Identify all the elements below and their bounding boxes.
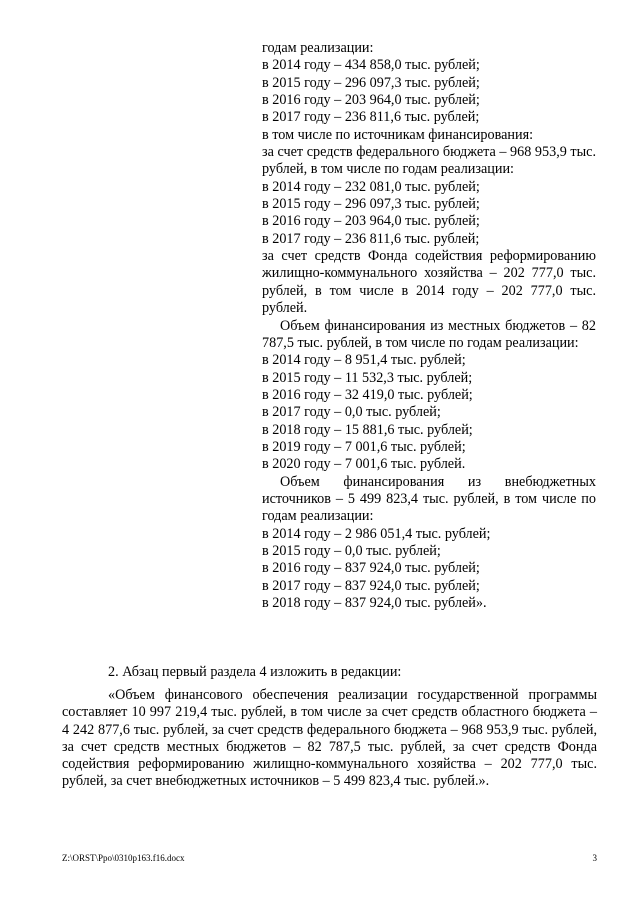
amendment-quote: «Объем финансового обеспечения реализации государственной программы составляет 10 997 219,4 тыс. рублей, в том числе за счет средств областного бюджета – 4 242 877,6 тыс. рублей, за счет средств федерального бюджета – 968 953,9 тыс. рублей, за счет средств местных бюджетов – 82 787,5 тыс. рублей, за счет средств Фонда содействия реформированию жилищно-коммунального хозяйства – 202 777,0 тыс. рублей, за счет внебюджетных источников – 5 499 823,4 тыс. рублей.». bbox=[62, 687, 597, 790]
extrabudgetary-year-line: в 2017 году – 837 924,0 тыс. рублей; bbox=[262, 577, 480, 594]
extrabudgetary-year-line: в 2018 году – 837 924,0 тыс. рублей». bbox=[262, 595, 487, 611]
local-year-line: в 2020 году – 7 001,6 тыс. рублей. bbox=[262, 456, 466, 473]
extrabudgetary-year-line: в 2015 году – 0,0 тыс. рублей; bbox=[262, 542, 441, 559]
local-year-line: в 2017 году – 0,0 тыс. рублей; bbox=[262, 404, 441, 421]
column-line: в том числе по источникам финансирования: bbox=[262, 126, 534, 143]
federal-year-line: в 2015 году – 296 097,3 тыс. рублей; bbox=[262, 196, 480, 213]
local-year-line: в 2015 году – 11 532,3 тыс. рублей; bbox=[262, 369, 473, 386]
federal-paragraph: за счет средств федерального бюджета – 968 953,9 тыс. рублей, в том числе по годам реализации: bbox=[262, 144, 596, 178]
column-line: в 2016 году – 203 964,0 тыс. рублей; bbox=[262, 92, 480, 109]
extrabudgetary-year-line: в 2016 году – 837 924,0 тыс. рублей; bbox=[262, 560, 480, 577]
column-line: в 2015 году – 296 097,3 тыс. рублей; bbox=[262, 74, 480, 91]
local-year-line: в 2014 году – 8 951,4 тыс. рублей; bbox=[262, 352, 466, 369]
fund-paragraph: за счет средств Фонда содействия реформированию жилищно-коммунального хозяйства – 202 777,0 тыс. рублей, в том числе в 2014 году – 202 777,0 тыс. рублей. bbox=[262, 248, 596, 317]
extrabudgetary-year-line: в 2014 году – 2 986 051,4 тыс. рублей; bbox=[262, 525, 491, 542]
column-line: в 2017 году – 236 811,6 тыс. рублей; bbox=[262, 109, 480, 126]
page-number: 3 bbox=[592, 853, 597, 863]
federal-year-line: в 2014 году – 232 081,0 тыс. рублей; bbox=[262, 178, 480, 195]
federal-year-line: в 2016 году – 203 964,0 тыс. рублей; bbox=[262, 213, 480, 230]
file-path: Z:\ORST\Ppo\0310p163.f16.docx bbox=[62, 853, 185, 863]
local-year-line: в 2019 году – 7 001,6 тыс. рублей; bbox=[262, 438, 466, 455]
amendment-item-2: 2. Абзац первый раздела 4 изложить в редакции: bbox=[108, 664, 402, 680]
local-year-line: в 2018 году – 15 881,6 тыс. рублей; bbox=[262, 421, 473, 438]
main-text bbox=[62, 664, 597, 790]
federal-year-line: в 2017 году – 236 811,6 тыс. рублей; bbox=[262, 230, 480, 247]
column-line: годам реализации: bbox=[262, 40, 374, 56]
extrabudgetary-paragraph: Объем финансирования из внебюджетных источников – 5 499 823,4 тыс. рублей, в том числе по годам реализации: bbox=[262, 473, 596, 525]
page-footer bbox=[62, 853, 597, 863]
local-budget-paragraph: Объем финансирования из местных бюджетов – 82 787,5 тыс. рублей, в том числе по годам реализации: bbox=[262, 317, 596, 351]
column-line: в 2014 году – 434 858,0 тыс. рублей; bbox=[262, 57, 480, 74]
local-year-line: в 2016 году – 32 419,0 тыс. рублей; bbox=[262, 386, 473, 403]
passport-column bbox=[262, 40, 596, 612]
